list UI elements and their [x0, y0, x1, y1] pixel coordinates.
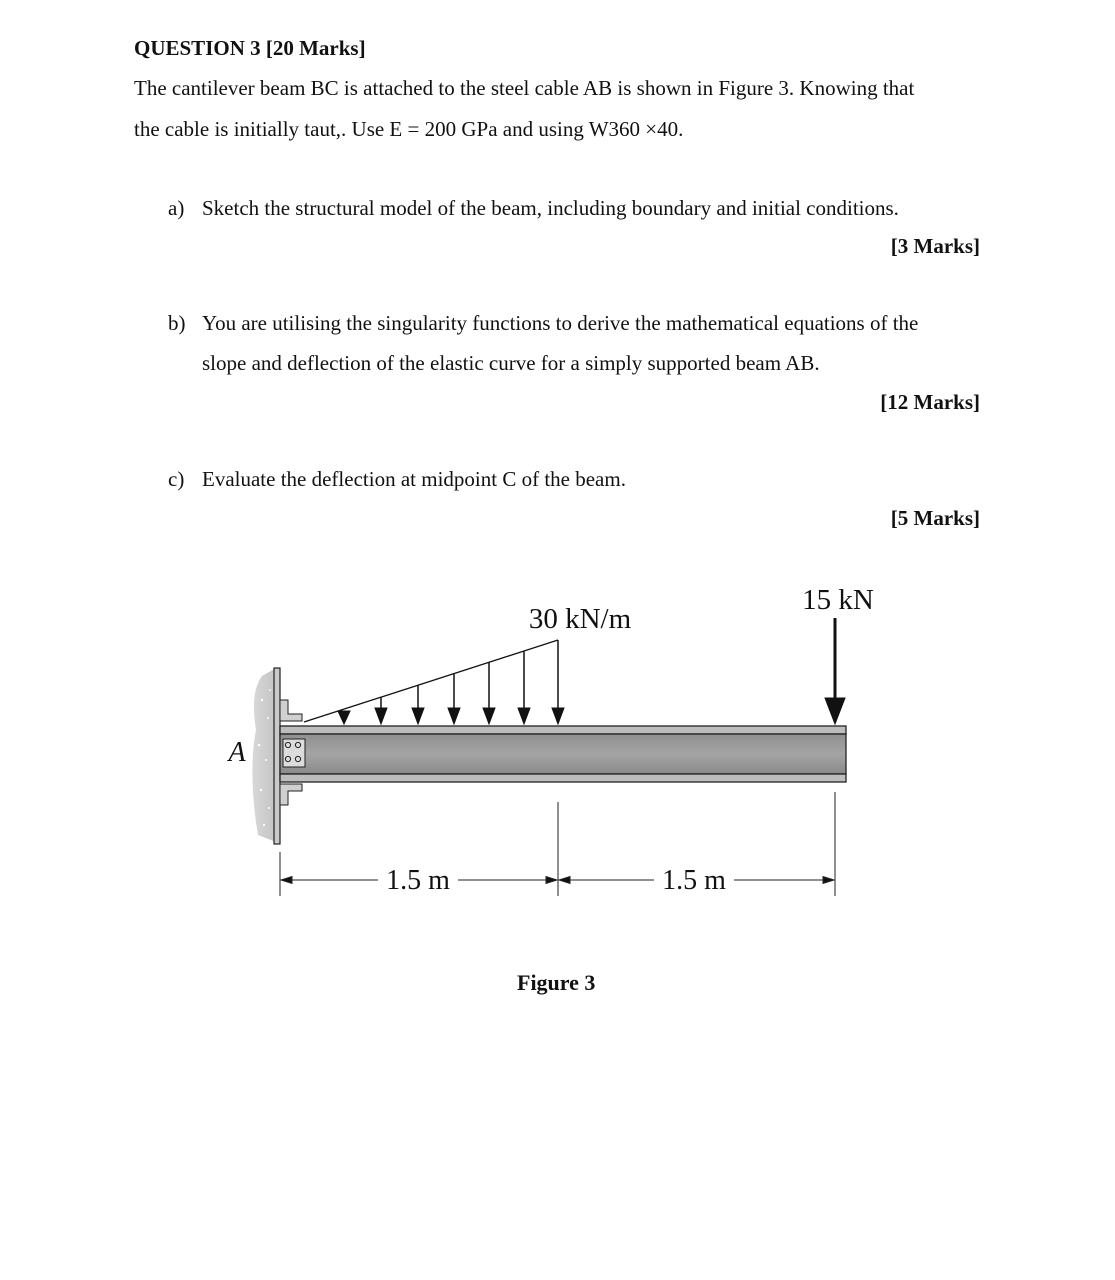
question-intro-line-2: the cable is initially taut,. Use E = 200 GPa and using W360 ×40.	[134, 117, 684, 141]
support-label: A	[228, 737, 246, 768]
part-b-letter: b)	[168, 311, 186, 335]
dimension-right-label: 1.5 m	[662, 865, 726, 896]
wall-support	[252, 668, 276, 842]
dimension-lines	[280, 792, 835, 896]
part-b-text-line-2: slope and deflection of the elastic curve for a simply supported beam AB.	[202, 351, 820, 375]
question-intro-line-1: The cantilever beam BC is attached to the steel cable AB is shown in Figure 3. Knowing that	[134, 76, 915, 100]
part-b-marks: [12 Marks]	[880, 390, 980, 414]
beam-figure	[0, 560, 1115, 1020]
bottom-angle	[280, 784, 302, 805]
wall-plate	[274, 668, 280, 844]
distributed-load	[304, 640, 564, 724]
question-heading: QUESTION 3 [20 Marks]	[134, 36, 366, 60]
part-c-marks: [5 Marks]	[890, 506, 980, 530]
point-load-arrow	[825, 618, 845, 724]
part-a-text: Sketch the structural model of the beam, including boundary and initial conditions.	[202, 196, 899, 220]
part-c-letter: c)	[168, 467, 185, 491]
part-a-marks: [3 Marks]	[890, 234, 980, 258]
beam-top-flange	[280, 726, 846, 734]
distributed-load-label: 30 kN/m	[528, 603, 632, 635]
beam-web	[280, 734, 846, 774]
beam-diagram	[0, 560, 1115, 1020]
part-c-text: Evaluate the deflection at midpoint C of the beam.	[202, 467, 626, 491]
part-b-text-line-1: You are utilising the singularity functions to derive the mathematical equations of the	[202, 311, 919, 335]
figure-caption: Figure 3	[517, 970, 596, 995]
beam-bottom-flange	[280, 774, 846, 782]
part-a-letter: a)	[168, 196, 185, 220]
point-load-label: 15 kN	[802, 584, 874, 616]
top-angle	[280, 700, 302, 721]
dimension-left-label: 1.5 m	[386, 865, 450, 896]
